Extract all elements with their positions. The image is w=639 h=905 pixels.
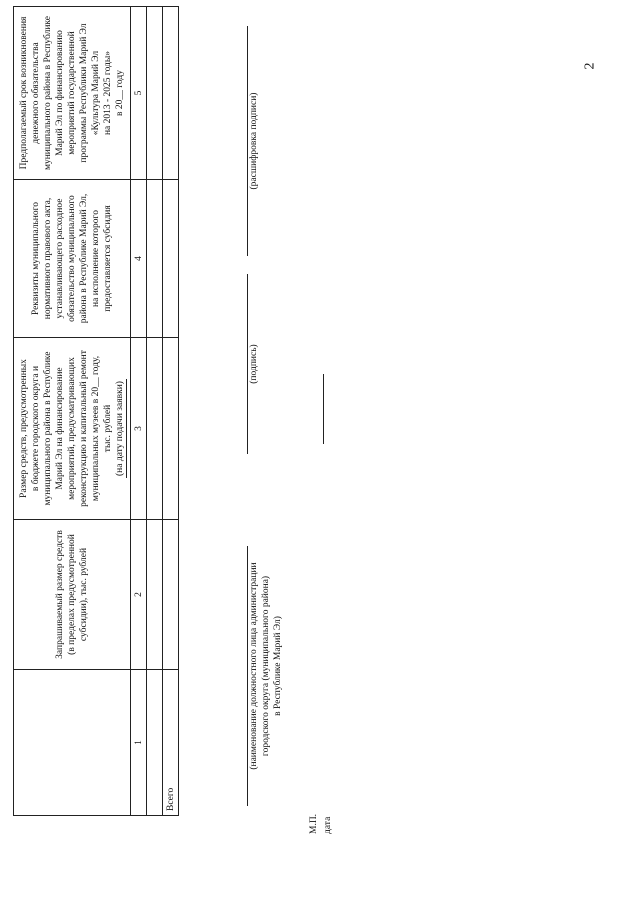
date-label: дата (322, 816, 333, 834)
header-col-3 (13, 338, 130, 520)
header-col-2 (13, 520, 130, 670)
total-row (162, 7, 178, 816)
header-col-4 (13, 180, 130, 338)
column-number-1: 1 (130, 670, 146, 816)
subsidy-table (13, 6, 179, 816)
column-number-row (130, 7, 146, 816)
header-col-5 (13, 7, 130, 180)
header-col-3-text: Размер средств, предусмотренных в бюджете городского округа и муниципального района в Республике Марий Эл на финансирование мероприятий, предусматривающих реконструкцию и капитальный ремонт муниципальных музеев в 20__ году, тыс. рублей (на дату подачи заявки) (18, 350, 124, 507)
page-number: 2 (582, 62, 598, 70)
table-cell[interactable] (162, 7, 178, 180)
column-number-4: 4 (130, 180, 146, 338)
table-cell[interactable] (146, 520, 162, 670)
date-line[interactable] (323, 374, 324, 444)
table-cell[interactable] (162, 520, 178, 670)
header-col-5-text: Предполагаемый срок возникновения денежного обязательства муниципального района в Республике Марий Эл по финансированию мероприятий государственной программы Республики Марий Эл «Культура Марий Эл на 2013 - 2025 годы» в 20__ году (18, 15, 125, 171)
landscape-content (13, 0, 513, 846)
column-number-3: 3 (130, 338, 146, 520)
stamp-label: М.П. (308, 813, 319, 834)
table-cell[interactable] (146, 7, 162, 180)
position-caption: (наименование должностного лица администрации городского округа (муниципального района) в Республике Марий Эл) (248, 562, 283, 770)
table-header-row (13, 7, 130, 816)
table-row (146, 7, 162, 816)
column-number-5: 5 (130, 7, 146, 180)
table-cell[interactable] (146, 180, 162, 338)
signature-caption: (подпись) (248, 344, 259, 384)
header-col-4-text: Реквизиты муниципального нормативного правового акта, устанавливающего расходное обязательство муниципального района в Республике Марий Эл, на исполнение которого предоставляется субсидия (30, 193, 113, 324)
header-col-2-text: Запрашиваемый размер средств (в пределах предусмотренной субсидии), тыс. рублей (54, 530, 89, 659)
header-col-1 (13, 670, 130, 816)
table-cell[interactable] (162, 180, 178, 338)
total-label: Всего (162, 670, 178, 816)
column-number-2: 2 (130, 520, 146, 670)
table-cell[interactable] (146, 338, 162, 520)
table-cell[interactable] (146, 670, 162, 816)
decode-caption: (расшифровка подписи) (248, 92, 259, 190)
table-cell[interactable] (162, 338, 178, 520)
